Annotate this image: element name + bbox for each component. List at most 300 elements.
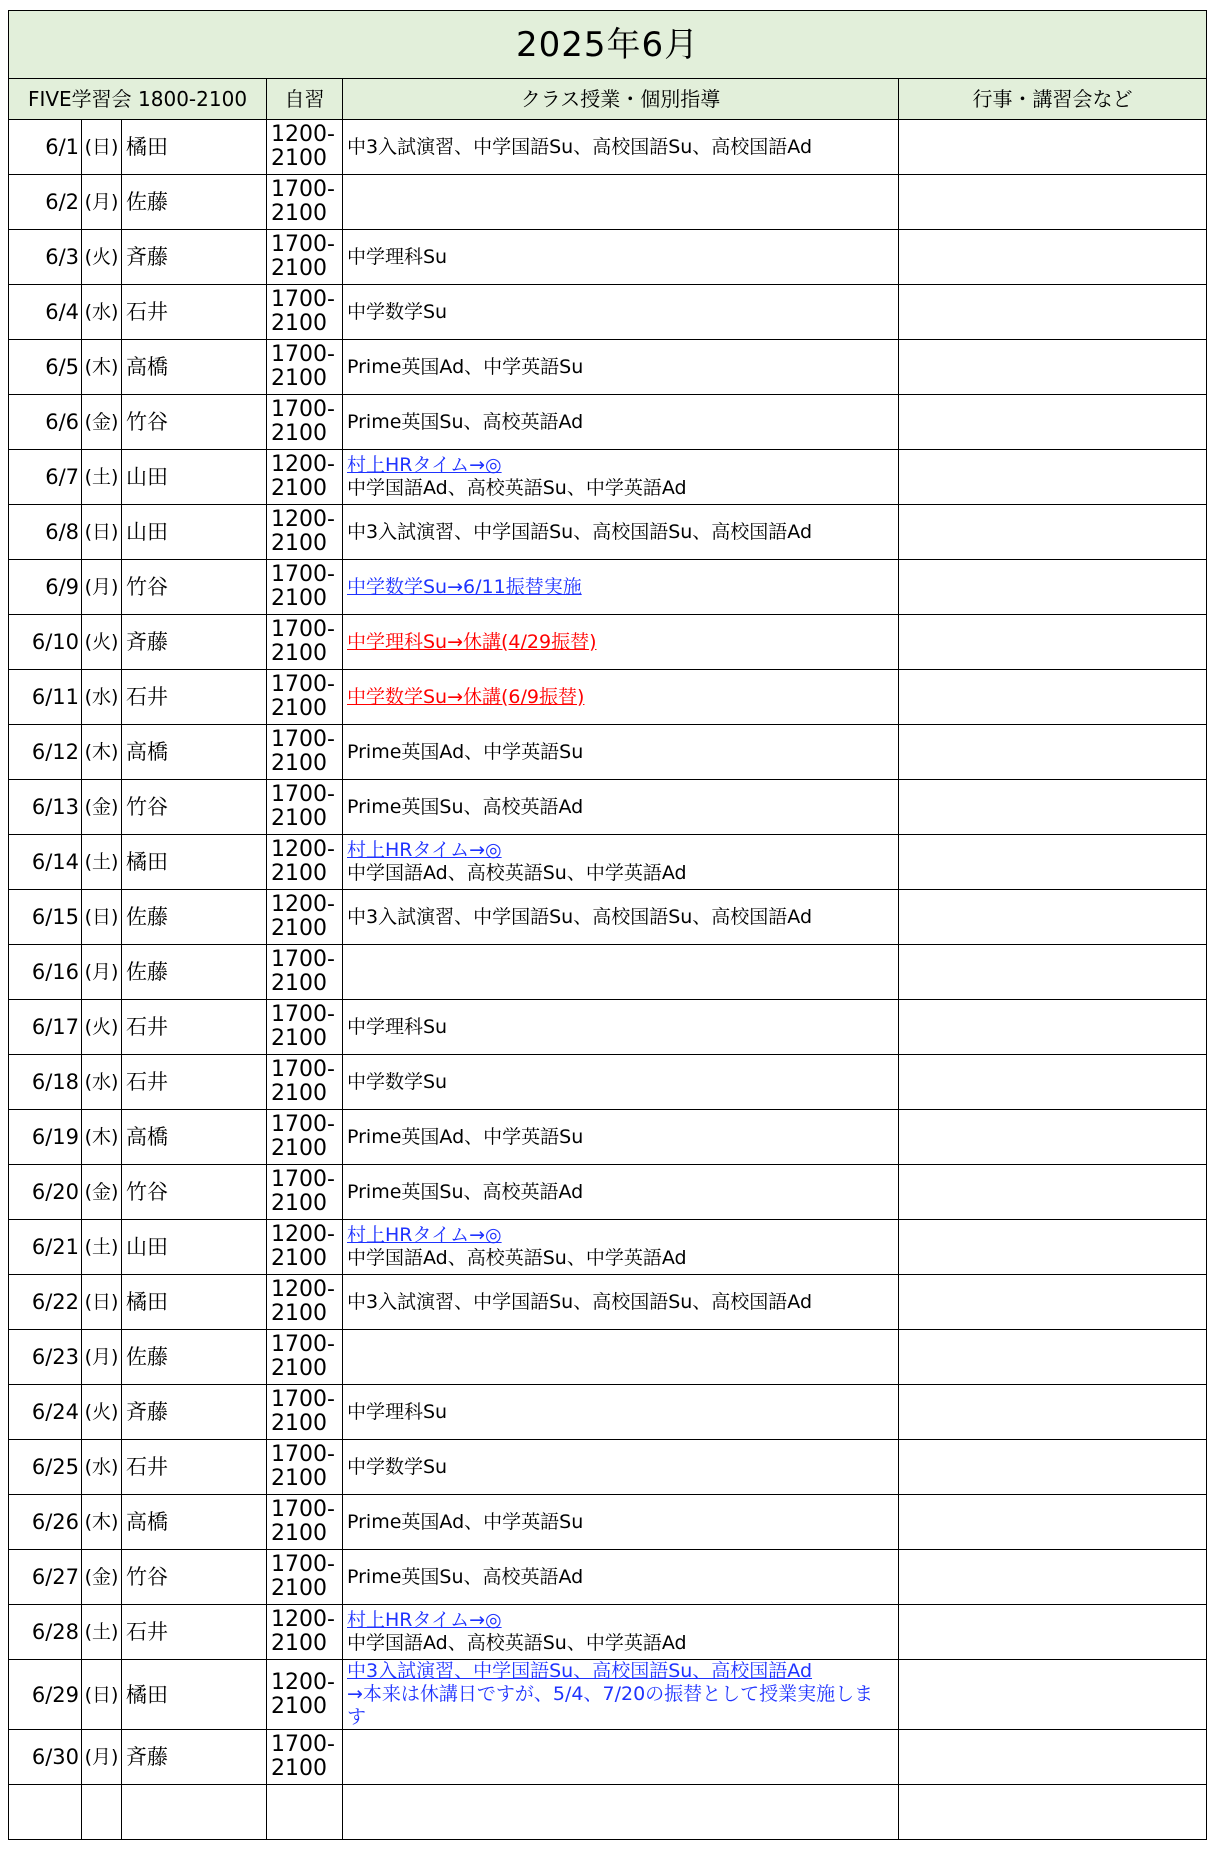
hours-end: 2100 (271, 531, 327, 556)
event-cell (899, 120, 1207, 175)
table-row (9, 120, 1207, 175)
class-cell (343, 1330, 899, 1385)
event-cell (899, 945, 1207, 1000)
class-cell (343, 450, 899, 505)
event-cell (899, 395, 1207, 450)
class-text: 中学理科Su (347, 1400, 448, 1423)
hours-start: 1700- (271, 1497, 335, 1522)
class-text: Prime英国Su、高校英語Ad (347, 410, 584, 433)
hours-end: 2100 (271, 366, 327, 391)
header-session: FIVE学習会 1800-2100 (9, 79, 267, 120)
selfstudy-hours-cell (267, 1605, 343, 1660)
hours-start: 1200- (271, 1277, 335, 1302)
class-text: 中学国語Ad、高校英語Su、中学英語Ad (347, 862, 687, 884)
selfstudy-hours-cell (267, 725, 343, 780)
hours-start: 1700- (271, 1112, 335, 1137)
table-row (9, 945, 1207, 1000)
event-cell (899, 1275, 1207, 1330)
hours-start: 1200- (271, 892, 335, 917)
table-row (9, 450, 1207, 505)
weekday-cell: (土) (82, 450, 122, 505)
weekday-cell: (木) (82, 1495, 122, 1550)
hours-start: 1700- (271, 1332, 335, 1357)
weekday-cell: (日) (82, 1660, 122, 1730)
selfstudy-hours-cell (267, 1550, 343, 1605)
weekday-cell: (火) (82, 230, 122, 285)
selfstudy-hours-cell (267, 340, 343, 395)
selfstudy-hours-cell (267, 1220, 343, 1275)
selfstudy-hours-cell (267, 1730, 343, 1785)
date-cell: 6/4 (9, 285, 82, 340)
weekday-cell: (木) (82, 340, 122, 395)
hours-end: 2100 (271, 1026, 327, 1051)
staff-cell: 高橋 (122, 725, 267, 780)
class-text: 中学理科Su (347, 1015, 448, 1038)
hours-start: 1700- (271, 1442, 335, 1467)
event-cell (899, 1440, 1207, 1495)
hours-end: 2100 (271, 861, 327, 886)
staff-cell: 山田 (122, 450, 267, 505)
staff-cell: 橘田 (122, 835, 267, 890)
hours-start: 1200- (271, 452, 335, 477)
class-text: Prime英国Ad、中学英語Su (347, 1125, 584, 1148)
class-cell (343, 725, 899, 780)
table-row (9, 395, 1207, 450)
weekday-cell: (火) (82, 1385, 122, 1440)
selfstudy-hours-cell (267, 615, 343, 670)
empty-cell (9, 1785, 82, 1840)
staff-cell: 竹谷 (122, 560, 267, 615)
staff-cell: 竹谷 (122, 1165, 267, 1220)
class-cell (343, 1275, 899, 1330)
empty-cell (122, 1785, 267, 1840)
selfstudy-hours-cell (267, 505, 343, 560)
date-cell: 6/12 (9, 725, 82, 780)
class-cell (343, 395, 899, 450)
date-cell: 6/7 (9, 450, 82, 505)
date-cell: 6/14 (9, 835, 82, 890)
hours-start: 1700- (271, 1057, 335, 1082)
empty-cell (267, 1785, 343, 1840)
selfstudy-hours-cell (267, 1055, 343, 1110)
event-cell (899, 1550, 1207, 1605)
staff-cell: 石井 (122, 1000, 267, 1055)
hours-start: 1200- (271, 1607, 335, 1632)
selfstudy-hours-cell (267, 1165, 343, 1220)
event-cell (899, 670, 1207, 725)
selfstudy-hours-cell (267, 1495, 343, 1550)
class-cell (343, 1550, 899, 1605)
staff-cell: 山田 (122, 505, 267, 560)
hours-start: 1700- (271, 232, 335, 257)
hours-end: 2100 (271, 971, 327, 996)
hours-end: 2100 (271, 476, 327, 501)
event-cell (899, 1055, 1207, 1110)
selfstudy-hours-cell (267, 670, 343, 725)
date-cell: 6/10 (9, 615, 82, 670)
staff-cell: 石井 (122, 1055, 267, 1110)
staff-cell: 石井 (122, 670, 267, 725)
date-cell: 6/26 (9, 1495, 82, 1550)
class-text: Prime英国Ad、中学英語Su (347, 740, 584, 763)
hours-start: 1200- (271, 1669, 335, 1695)
table-row (9, 1385, 1207, 1440)
event-cell (899, 1605, 1207, 1660)
hours-end: 2100 (271, 641, 327, 666)
hours-end: 2100 (271, 1081, 327, 1106)
hours-end: 2100 (271, 751, 327, 776)
class-link[interactable]: 村上HRタイム→◎ (347, 1224, 502, 1246)
hours-start: 1700- (271, 672, 335, 697)
table-row (9, 1330, 1207, 1385)
class-cell (343, 1730, 899, 1785)
header-events: 行事・講習会など (899, 79, 1207, 120)
empty-cell (343, 1785, 899, 1840)
hours-start: 1700- (271, 1167, 335, 1192)
empty-cell (82, 1785, 122, 1840)
class-cell (343, 1055, 899, 1110)
hours-start: 1700- (271, 397, 335, 422)
event-cell (899, 285, 1207, 340)
date-cell: 6/1 (9, 120, 82, 175)
class-note: す (347, 1706, 367, 1728)
hours-end: 2100 (271, 806, 327, 831)
weekday-cell: (月) (82, 1730, 122, 1785)
weekday-cell: (金) (82, 1550, 122, 1605)
table-row (9, 1220, 1207, 1275)
selfstudy-hours-cell (267, 1000, 343, 1055)
staff-cell: 竹谷 (122, 780, 267, 835)
class-cell (343, 1660, 899, 1730)
staff-cell: 佐藤 (122, 890, 267, 945)
staff-cell: 佐藤 (122, 945, 267, 1000)
table-row (9, 340, 1207, 395)
event-cell (899, 560, 1207, 615)
empty-row (9, 1785, 1207, 1840)
table-row (9, 1730, 1207, 1785)
class-link[interactable]: 中3入試演習、中学国語Su、高校国語Su、高校国語Ad (347, 1660, 813, 1682)
staff-cell: 高橋 (122, 1495, 267, 1550)
date-cell: 6/27 (9, 1550, 82, 1605)
hours-start: 1700- (271, 287, 335, 312)
class-text: 中学数学Su (347, 1455, 448, 1478)
class-cancel-link[interactable]: 中学理科Su→休講(4/29振替) (347, 630, 597, 653)
date-cell: 6/19 (9, 1110, 82, 1165)
table-row (9, 1660, 1207, 1730)
staff-cell: 橘田 (122, 1275, 267, 1330)
table-row (9, 890, 1207, 945)
class-text: Prime英国Su、高校英語Ad (347, 795, 584, 818)
weekday-cell: (火) (82, 615, 122, 670)
hours-start: 1200- (271, 122, 335, 147)
class-text: 中学数学Su (347, 300, 448, 323)
selfstudy-hours-cell (267, 1330, 343, 1385)
selfstudy-hours-cell (267, 1275, 343, 1330)
table-row (9, 560, 1207, 615)
class-text: 中学理科Su (347, 245, 448, 268)
date-cell: 6/9 (9, 560, 82, 615)
hours-end: 2100 (271, 1301, 327, 1326)
class-link[interactable]: 村上HRタイム→◎ (347, 1609, 502, 1631)
class-cell (343, 505, 899, 560)
date-cell: 6/21 (9, 1220, 82, 1275)
table-row (9, 1495, 1207, 1550)
selfstudy-hours-cell (267, 835, 343, 890)
event-cell (899, 615, 1207, 670)
hours-end: 2100 (271, 696, 327, 721)
selfstudy-hours-cell (267, 230, 343, 285)
weekday-cell: (土) (82, 1605, 122, 1660)
hours-end: 2100 (271, 1756, 327, 1781)
class-cell (343, 1220, 899, 1275)
selfstudy-hours-cell (267, 945, 343, 1000)
hours-start: 1700- (271, 1552, 335, 1577)
event-cell (899, 1110, 1207, 1165)
hours-end: 2100 (271, 1576, 327, 1601)
staff-cell: 山田 (122, 1220, 267, 1275)
weekday-cell: (水) (82, 670, 122, 725)
selfstudy-hours-cell (267, 780, 343, 835)
table-row (9, 670, 1207, 725)
class-cell (343, 615, 899, 670)
table-row (9, 1605, 1207, 1660)
class-cell (343, 835, 899, 890)
hours-end: 2100 (271, 586, 327, 611)
date-cell: 6/6 (9, 395, 82, 450)
weekday-cell: (木) (82, 1110, 122, 1165)
hours-start: 1700- (271, 782, 335, 807)
hours-end: 2100 (271, 1136, 327, 1161)
weekday-cell: (日) (82, 890, 122, 945)
class-cell (343, 560, 899, 615)
weekday-cell: (金) (82, 395, 122, 450)
weekday-cell: (金) (82, 1165, 122, 1220)
event-cell (899, 1385, 1207, 1440)
class-text: Prime英国Su、高校英語Ad (347, 1180, 584, 1203)
hours-start: 1700- (271, 1732, 335, 1757)
selfstudy-hours-cell (267, 1660, 343, 1730)
table-row (9, 780, 1207, 835)
date-cell: 6/24 (9, 1385, 82, 1440)
staff-cell: 石井 (122, 1605, 267, 1660)
class-text: 中3入試演習、中学国語Su、高校国語Su、高校国語Ad (347, 135, 813, 158)
selfstudy-hours-cell (267, 560, 343, 615)
hours-end: 2100 (271, 1521, 327, 1546)
staff-cell: 佐藤 (122, 1330, 267, 1385)
event-cell (899, 230, 1207, 285)
hours-end: 2100 (271, 1693, 327, 1719)
weekday-cell: (月) (82, 945, 122, 1000)
date-cell: 6/5 (9, 340, 82, 395)
table-row (9, 1000, 1207, 1055)
event-cell (899, 1165, 1207, 1220)
selfstudy-hours-cell (267, 1440, 343, 1495)
class-note: →本来は休講日ですが、5/4、7/20の振替として授業実施しま (347, 1683, 874, 1705)
event-cell (899, 780, 1207, 835)
date-cell: 6/11 (9, 670, 82, 725)
table-row (9, 1110, 1207, 1165)
class-cell (343, 175, 899, 230)
class-link[interactable]: 村上HRタイム→◎ (347, 454, 502, 476)
hours-start: 1700- (271, 947, 335, 972)
hours-start: 1200- (271, 837, 335, 862)
schedule-sheet (8, 10, 1207, 1840)
staff-cell: 竹谷 (122, 1550, 267, 1605)
hours-start: 1200- (271, 507, 335, 532)
date-cell: 6/22 (9, 1275, 82, 1330)
date-cell: 6/8 (9, 505, 82, 560)
date-cell: 6/28 (9, 1605, 82, 1660)
weekday-cell: (土) (82, 835, 122, 890)
table-row (9, 1440, 1207, 1495)
class-cancel-link[interactable]: 中学数学Su→休講(6/9振替) (347, 685, 585, 708)
header-selfstudy: 自習 (267, 79, 343, 120)
header-classes: クラス授業・個別指導 (343, 79, 899, 120)
weekday-cell: (水) (82, 1055, 122, 1110)
weekday-cell: (木) (82, 725, 122, 780)
hours-end: 2100 (271, 146, 327, 171)
class-cell (343, 285, 899, 340)
staff-cell: 斉藤 (122, 230, 267, 285)
staff-cell: 橘田 (122, 120, 267, 175)
class-text: Prime英国Ad、中学英語Su (347, 1510, 584, 1533)
staff-cell: 斉藤 (122, 1730, 267, 1785)
class-cell (343, 1165, 899, 1220)
staff-cell: 橘田 (122, 1660, 267, 1730)
table-row (9, 725, 1207, 780)
hours-end: 2100 (271, 1246, 327, 1271)
table-row (9, 1165, 1207, 1220)
table-row (9, 285, 1207, 340)
weekday-cell: (日) (82, 505, 122, 560)
class-cell (343, 780, 899, 835)
class-cell (343, 1000, 899, 1055)
staff-cell: 高橋 (122, 340, 267, 395)
table-row (9, 505, 1207, 560)
class-cell (343, 945, 899, 1000)
event-cell (899, 835, 1207, 890)
date-cell: 6/30 (9, 1730, 82, 1785)
class-cell (343, 890, 899, 945)
class-text: 中3入試演習、中学国語Su、高校国語Su、高校国語Ad (347, 520, 813, 543)
hours-end: 2100 (271, 1631, 327, 1656)
event-cell (899, 1000, 1207, 1055)
selfstudy-hours-cell (267, 890, 343, 945)
class-cell (343, 1385, 899, 1440)
weekday-cell: (土) (82, 1220, 122, 1275)
date-cell: 6/2 (9, 175, 82, 230)
event-cell (899, 450, 1207, 505)
event-cell (899, 1730, 1207, 1785)
date-cell: 6/13 (9, 780, 82, 835)
class-cell (343, 1440, 899, 1495)
empty-cell (899, 1785, 1207, 1840)
date-cell: 6/29 (9, 1660, 82, 1730)
staff-cell: 斉藤 (122, 1385, 267, 1440)
class-text: 中3入試演習、中学国語Su、高校国語Su、高校国語Ad (347, 905, 813, 928)
staff-cell: 石井 (122, 285, 267, 340)
class-cell (343, 1110, 899, 1165)
staff-cell: 高橋 (122, 1110, 267, 1165)
selfstudy-hours-cell (267, 450, 343, 505)
table-row (9, 1550, 1207, 1605)
selfstudy-hours-cell (267, 120, 343, 175)
date-cell: 6/25 (9, 1440, 82, 1495)
date-cell: 6/16 (9, 945, 82, 1000)
class-text: 中学国語Ad、高校英語Su、中学英語Ad (347, 1247, 687, 1269)
hours-end: 2100 (271, 1191, 327, 1216)
hours-end: 2100 (271, 311, 327, 336)
event-cell (899, 505, 1207, 560)
class-text: Prime英国Su、高校英語Ad (347, 1565, 584, 1588)
weekday-cell: (月) (82, 1330, 122, 1385)
weekday-cell: (月) (82, 560, 122, 615)
hours-start: 1700- (271, 562, 335, 587)
table-row (9, 1275, 1207, 1330)
selfstudy-hours-cell (267, 175, 343, 230)
class-cell (343, 340, 899, 395)
staff-cell: 竹谷 (122, 395, 267, 450)
weekday-cell: (水) (82, 285, 122, 340)
hours-end: 2100 (271, 1466, 327, 1491)
table-row (9, 1055, 1207, 1110)
weekday-cell: (水) (82, 1440, 122, 1495)
class-cell (343, 120, 899, 175)
date-cell: 6/17 (9, 1000, 82, 1055)
hours-end: 2100 (271, 916, 327, 941)
event-cell (899, 1660, 1207, 1730)
class-text: 中学国語Ad、高校英語Su、中学英語Ad (347, 1632, 687, 1654)
staff-cell: 石井 (122, 1440, 267, 1495)
staff-cell: 佐藤 (122, 175, 267, 230)
hours-end: 2100 (271, 421, 327, 446)
hours-start: 1700- (271, 727, 335, 752)
class-link[interactable]: 中学数学Su→6/11振替実施 (347, 575, 582, 598)
event-cell (899, 1220, 1207, 1275)
date-cell: 6/20 (9, 1165, 82, 1220)
selfstudy-hours-cell (267, 1385, 343, 1440)
date-cell: 6/3 (9, 230, 82, 285)
hours-end: 2100 (271, 1411, 327, 1436)
weekday-cell: (日) (82, 120, 122, 175)
staff-cell: 斉藤 (122, 615, 267, 670)
date-cell: 6/23 (9, 1330, 82, 1385)
class-text: Prime英国Ad、中学英語Su (347, 355, 584, 378)
class-cell (343, 1495, 899, 1550)
hours-start: 1700- (271, 342, 335, 367)
event-cell (899, 890, 1207, 945)
weekday-cell: (火) (82, 1000, 122, 1055)
hours-end: 2100 (271, 1356, 327, 1381)
weekday-cell: (金) (82, 780, 122, 835)
table-row (9, 835, 1207, 890)
selfstudy-hours-cell (267, 1110, 343, 1165)
class-text: 中学国語Ad、高校英語Su、中学英語Ad (347, 477, 687, 499)
class-text: 中3入試演習、中学国語Su、高校国語Su、高校国語Ad (347, 1290, 813, 1313)
class-link[interactable]: 村上HRタイム→◎ (347, 839, 502, 861)
hours-end: 2100 (271, 256, 327, 281)
event-cell (899, 175, 1207, 230)
table-row (9, 175, 1207, 230)
hours-start: 1700- (271, 1387, 335, 1412)
hours-start: 1700- (271, 177, 335, 202)
selfstudy-hours-cell (267, 395, 343, 450)
class-cell (343, 230, 899, 285)
table-row (9, 230, 1207, 285)
event-cell (899, 1330, 1207, 1385)
hours-start: 1700- (271, 617, 335, 642)
class-cell (343, 670, 899, 725)
